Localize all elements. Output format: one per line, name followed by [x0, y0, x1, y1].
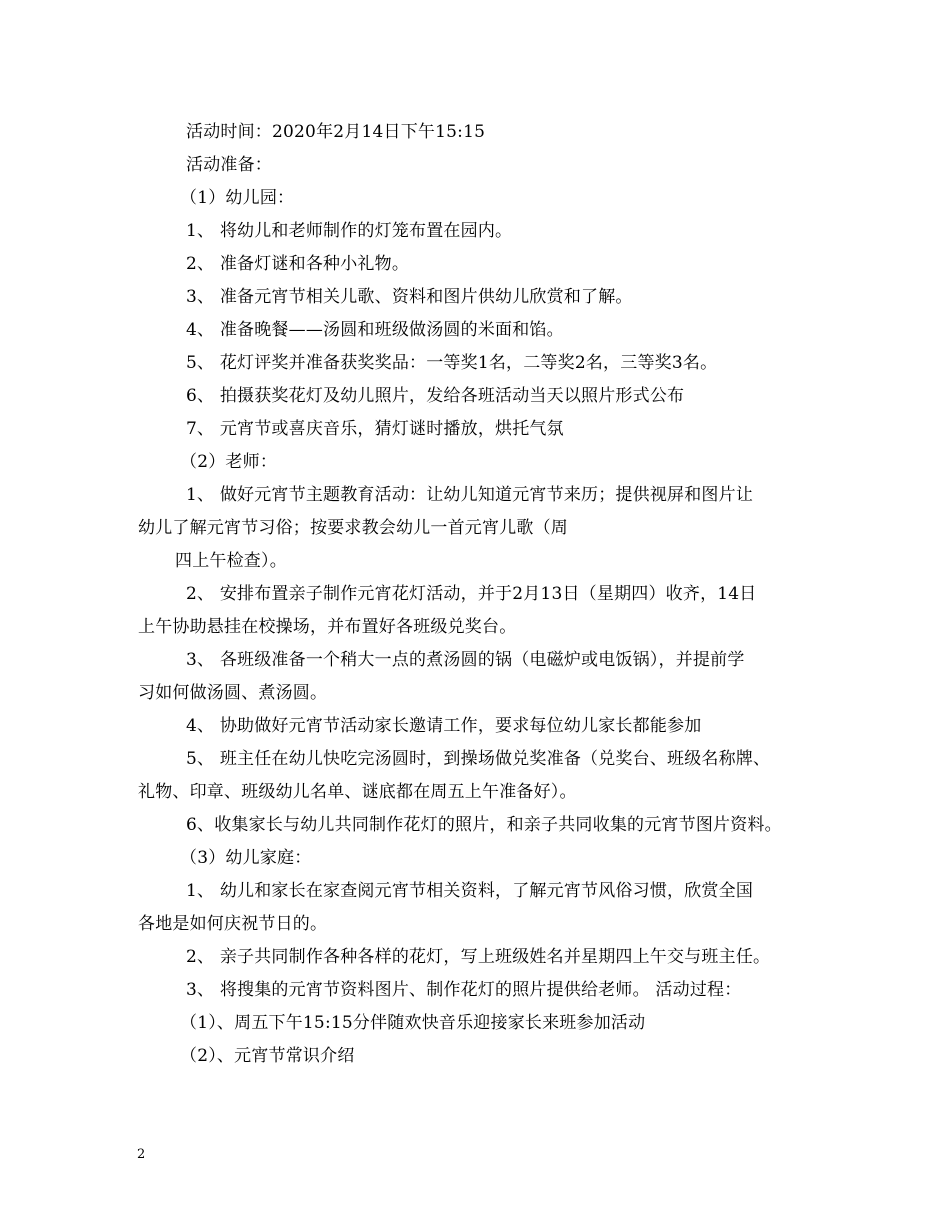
- process-item: （2）、元宵节常识介绍: [180, 1046, 355, 1066]
- activity-prep-heading: 活动准备：: [186, 155, 272, 175]
- list-item-continuation: 上午协助悬挂在校操场，并布置好各班级兑奖台。: [138, 617, 517, 637]
- process-item: （1）、周五下午15:15分伴随欢快音乐迎接家长来班参加活动: [180, 1013, 646, 1033]
- list-item: 6、收集家长与幼儿共同制作花灯的照片，和亲子共同收集的元宵节图片资料。: [186, 815, 782, 835]
- list-item: 2、 亲子共同制作各种各样的花灯，写上班级姓名并星期四上午交与班主任。: [186, 947, 771, 967]
- list-item: 3、 各班级准备一个稍大一点的煮汤圆的锅（电磁炉或电饭锅），并提前学: [186, 650, 745, 670]
- list-item: 5、 班主任在幼儿快吃完汤圆时，到操场做兑奖准备（兑奖台、班级名称牌、: [186, 749, 771, 769]
- list-item: 1、 幼儿和家长在家查阅元宵节相关资料，了解元宵节风俗习惯，欣赏全国: [186, 881, 754, 901]
- list-item: 1、 做好元宵节主题教育活动：让幼儿知道元宵节来历；提供视屏和图片让: [186, 485, 754, 505]
- list-item: 7、 元宵节或喜庆音乐，猜灯谜时播放，烘托气氛: [186, 419, 564, 439]
- page-number: 2: [137, 1147, 146, 1162]
- list-item-continuation: 各地是如何庆祝节日的。: [138, 914, 328, 934]
- activity-time-line: 活动时间：2020年2月14日下午15:15: [186, 122, 486, 142]
- list-item-continuation: 四上午检查）。: [175, 551, 287, 571]
- list-item: 1、 将幼儿和老师制作的灯笼布置在园内。: [186, 221, 513, 241]
- list-item-continuation: 幼儿了解元宵节习俗；按要求教会幼儿一首元宵儿歌（周: [138, 518, 568, 538]
- list-item: 4、 协助做好元宵节活动家长邀请工作，要求每位幼儿家长都能参加: [186, 716, 702, 736]
- teacher-heading: （2）老师：: [180, 452, 278, 472]
- list-item: 4、 准备晚餐——汤圆和班级做汤圆的米面和馅。: [186, 320, 564, 340]
- list-item: 3、 将搜集的元宵节资料图片、制作花灯的照片提供给老师。 活动过程：: [186, 980, 742, 1000]
- list-item: 6、 拍摄获奖花灯及幼儿照片，发给各班活动当天以照片形式公布: [186, 386, 685, 406]
- list-item-continuation: 习如何做汤圆、煮汤圆。: [138, 683, 328, 703]
- family-heading: （3）幼儿家庭：: [180, 848, 312, 868]
- list-item-continuation: 礼物、印章、班级幼儿名单、谜底都在周五上午准备好）。: [138, 782, 577, 802]
- list-item: 5、 花灯评奖并准备获奖奖品：一等奖1名，二等奖2名，三等奖3名。: [186, 353, 718, 373]
- list-item: 2、 准备灯谜和各种小礼物。: [186, 254, 410, 274]
- list-item: 3、 准备元宵节相关儿歌、资料和图片供幼儿欣赏和了解。: [186, 287, 633, 307]
- kindergarten-heading: （1）幼儿园：: [180, 188, 295, 208]
- list-item: 2、 安排布置亲子制作元宵花灯活动，并于2月13日（星期四）收齐，14日: [186, 584, 757, 604]
